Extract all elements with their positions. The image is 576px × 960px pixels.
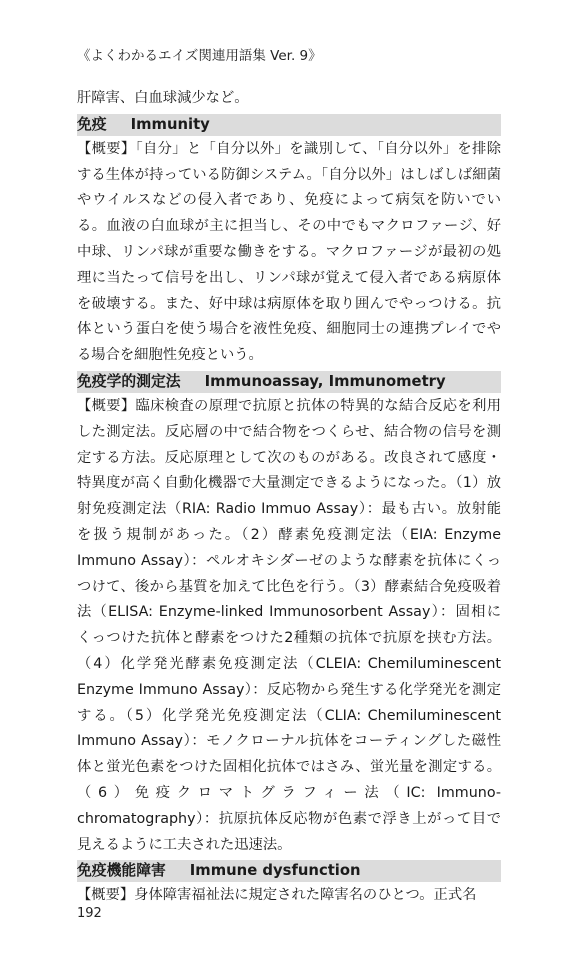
term-en: Immune dysfunction	[189, 862, 361, 880]
page-content	[77, 86, 501, 909]
term-jp: 免疫	[77, 115, 107, 133]
term-heading-immune-dysfunction	[77, 860, 501, 882]
term-jp: 免疫機能障害	[77, 862, 166, 880]
page-number: 192	[77, 906, 102, 921]
entry-body-immune-dysfunction: 【概要】身体障害福祉法に規定された障害名のひとつ。正式名	[77, 887, 477, 904]
term-en: Immunoassay, Immunometry	[204, 372, 446, 390]
term-jp: 免疫学的測定法	[77, 372, 181, 390]
intro-text: 肝障害、白血球減少など。	[77, 90, 249, 106]
term-en: Immunity	[130, 115, 210, 133]
entry-body-immunoassay: 【概要】臨床検査の原理で抗原と抗体の特異的な結合反応を利用した測定法。反応層の中で結合物をつくらせ、結合物の信号を測定する方法。反応原理として次のものがある。改良されて感度・特異度が高く自動化機器で大量測定できるようになった。（1）放射免疫測定法（RIA: Radio Immuo Assay）：最も古い。放射能を扱う規制があった。（2）酵素免疫測定法（EIA: Enzyme Immuno Assay）：ペルオキシダーゼのような酵素を抗体にくっつけて、後から基質を加えて比色を行う。（3）酵素結合免疫吸着法（ELISA: Enzyme-linked Immunosorbent Assay）：固相にくっつけた抗体と酵素をつけた2種類の抗体で抗原を挟む方法。（4）化学発光酵素免疫測定法（CLEIA: Chemiluminescent Enzyme Immuno Assay）：反応物から発生する化学発光を測定する。（5）化学発光免疫測定法（CLIA: Chemiluminescent Immuno Assay）：モノクローナル抗体をコーティングした磁性体と蛍光色素をつけた固相化抗体ではさみ、蛍光量を測定する。（6）免疫クロマトグラフィー法（IC: Immuno-chromatography）：抗原抗体反応物が色素で浮き上がって目で見えるように工夫された迅速法。	[77, 397, 501, 853]
term-heading-immunity	[77, 114, 501, 136]
term-heading-immunoassay	[77, 371, 501, 393]
page-header: 《よくわかるエイズ関連用語集 Ver. 9》	[77, 48, 322, 64]
entry-body-immunity: 【概要】「自分」と「自分以外」を識別して、「自分以外」を排除する生体が持っている防御システム。「自分以外」はしばしば細菌やウイルスなどの侵入者であり、免疫によって病気を防いでいる。血液の白血球が主に担当し、その中でもマクロファージ、好中球、リンパ球が重要な働きをする。マクロファージが最初の処理に当たって信号を出し、リンパ球が覚えて侵入者である病原体を破壊する。また、好中球は病原体を取り囲んでやっつける。抗体という蛋白を使う場合を液性免疫、細胞同士の連携プレイでやる場合を細胞性免疫という。	[77, 140, 501, 364]
